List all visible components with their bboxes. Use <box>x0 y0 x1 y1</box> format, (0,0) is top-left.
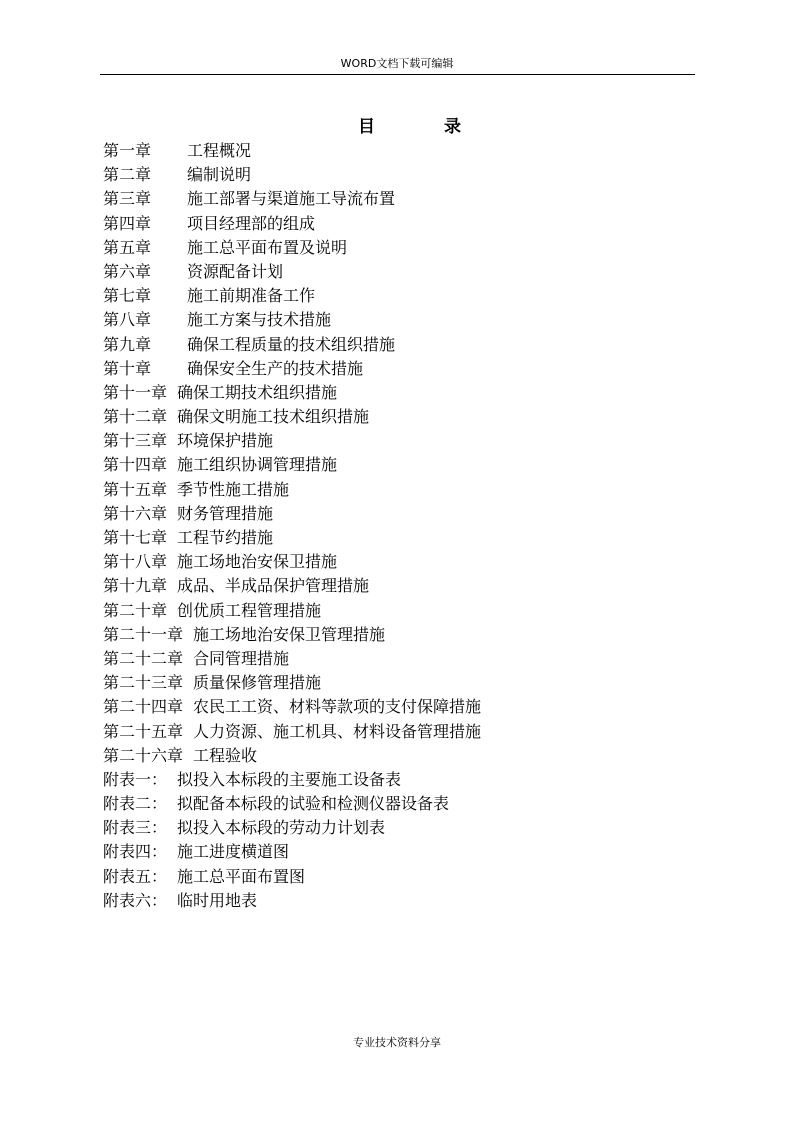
toc-item-number: 第二十二章 <box>103 648 184 668</box>
toc-item <box>103 187 481 211</box>
toc-item-title: 农民工工资、材料等款项的支付保障措施 <box>193 697 482 717</box>
toc-item <box>103 357 481 381</box>
toc-item-number: 第十一章 <box>103 382 168 402</box>
toc-item-number: 附表五： <box>103 866 168 886</box>
toc-item-title: 编制说明 <box>187 165 252 185</box>
toc-item-number: 第十五章 <box>103 479 168 499</box>
toc-item <box>103 260 481 284</box>
toc-item-number: 第二章 <box>103 165 152 185</box>
toc-item-title: 施工场地治安保卫措施 <box>177 552 338 572</box>
toc-item-number: 第九章 <box>103 334 152 354</box>
toc-item <box>103 550 481 574</box>
toc-item-number: 第十九章 <box>103 576 168 596</box>
toc-item-title: 拟配备本标段的试验和检测仪器设备表 <box>177 794 450 814</box>
toc-item-number: 附表六： <box>103 890 168 910</box>
toc-item-number: 第十六章 <box>103 503 168 523</box>
toc-item-number: 附表二： <box>103 794 168 814</box>
toc-item-title: 确保文明施工技术组织措施 <box>177 407 370 427</box>
toc-item-number: 第二十一章 <box>103 624 184 644</box>
toc-item-title: 合同管理措施 <box>193 648 290 668</box>
toc-item <box>103 574 481 598</box>
toc-item <box>103 720 481 744</box>
toc-item-title: 财务管理措施 <box>177 503 274 523</box>
toc-item-number: 第一章 <box>103 141 152 160</box>
toc-item <box>103 308 481 332</box>
toc-item <box>103 647 481 671</box>
toc-item-title: 资源配备计划 <box>187 261 284 281</box>
toc-item <box>103 453 481 477</box>
toc-item <box>103 671 481 695</box>
toc-item-title: 成品、半成品保护管理措施 <box>177 576 370 596</box>
toc-item-title: 拟投入本标段的主要施工设备表 <box>177 769 402 789</box>
toc-item <box>103 163 481 187</box>
page-header: WORD文档下载可编辑 <box>340 57 454 70</box>
toc-item-title: 创优质工程管理措施 <box>177 600 322 620</box>
toc-item <box>103 381 481 405</box>
toc-item-title: 施工场地治安保卫管理措施 <box>193 624 386 644</box>
toc-item-number: 第十二章 <box>103 407 168 427</box>
toc-item-number: 第二十四章 <box>103 697 184 717</box>
toc-item-number: 第六章 <box>103 261 152 281</box>
toc-item <box>103 792 481 816</box>
toc-item-title: 拟投入本标段的劳动力计划表 <box>177 818 386 838</box>
toc-item-title: 工程验收 <box>193 745 258 765</box>
toc-item-title: 施工组织协调管理措施 <box>177 455 338 475</box>
toc-item-number: 第十三章 <box>103 431 168 451</box>
toc-item-number: 第三章 <box>103 189 152 209</box>
toc-item-title: 确保工期技术组织措施 <box>177 382 338 402</box>
toc-item <box>103 599 481 623</box>
toc-item-number: 第二十五章 <box>103 721 184 741</box>
toc-item-number: 附表一： <box>103 769 168 789</box>
toc-item-number: 第五章 <box>103 237 152 257</box>
page-footer: 专业技术资料分享 <box>353 1036 441 1049</box>
toc-item-number: 第十四章 <box>103 455 168 475</box>
toc-item-title: 施工前期准备工作 <box>187 286 316 306</box>
toc-item <box>103 840 481 864</box>
toc-item <box>103 526 481 550</box>
toc-title <box>358 116 468 138</box>
toc-item <box>103 816 481 840</box>
toc-item <box>103 333 481 357</box>
toc-item-number: 第二十章 <box>103 600 168 620</box>
toc-item <box>103 405 481 429</box>
toc-item <box>103 889 481 913</box>
toc-item-number: 第十章 <box>103 358 152 378</box>
toc-title-char-1: 目 <box>358 117 375 137</box>
toc-item-title: 施工部署与渠道施工导流布置 <box>187 189 396 209</box>
toc-item-number: 第二十六章 <box>103 745 184 765</box>
toc-item <box>103 623 481 647</box>
toc-item-title: 工程节约措施 <box>177 528 274 547</box>
toc-item-number: 第十七章 <box>103 528 168 547</box>
toc-item <box>103 865 481 889</box>
toc-list <box>103 139 481 913</box>
toc-item <box>103 139 481 163</box>
toc-item-title: 施工总平面布置图 <box>177 866 306 886</box>
toc-item-title: 确保工程质量的技术组织措施 <box>187 334 396 354</box>
toc-item-number: 第七章 <box>103 286 152 306</box>
toc-item-title: 确保安全生产的技术措施 <box>187 358 364 378</box>
toc-item-title: 施工进度横道图 <box>177 842 290 862</box>
toc-item <box>103 236 481 260</box>
toc-item <box>103 502 481 526</box>
toc-item <box>103 284 481 308</box>
toc-item <box>103 768 481 792</box>
toc-item-number: 附表三： <box>103 818 168 838</box>
toc-item-title: 施工方案与技术措施 <box>187 310 332 330</box>
header-divider <box>100 74 695 75</box>
toc-item <box>103 429 481 453</box>
toc-item-number: 附表四： <box>103 842 168 862</box>
toc-item-number: 第四章 <box>103 213 152 233</box>
toc-item-title: 项目经理部的组成 <box>187 213 316 233</box>
toc-item <box>103 212 481 236</box>
toc-item-title: 工程概况 <box>187 141 252 160</box>
toc-item <box>103 744 481 768</box>
toc-item-title: 质量保修管理措施 <box>193 673 322 693</box>
toc-item <box>103 478 481 502</box>
toc-title-char-2: 录 <box>444 117 461 137</box>
toc-item-title: 施工总平面布置及说明 <box>187 237 348 257</box>
toc-item-title: 环境保护措施 <box>177 431 274 451</box>
toc-item-title: 季节性施工措施 <box>177 479 290 499</box>
toc-item-title: 人力资源、施工机具、材料设备管理措施 <box>193 721 482 741</box>
toc-item-title: 临时用地表 <box>177 890 258 910</box>
toc-item-number: 第二十三章 <box>103 673 184 693</box>
toc-item-number: 第八章 <box>103 310 152 330</box>
toc-item-number: 第十八章 <box>103 552 168 572</box>
toc-item <box>103 695 481 719</box>
